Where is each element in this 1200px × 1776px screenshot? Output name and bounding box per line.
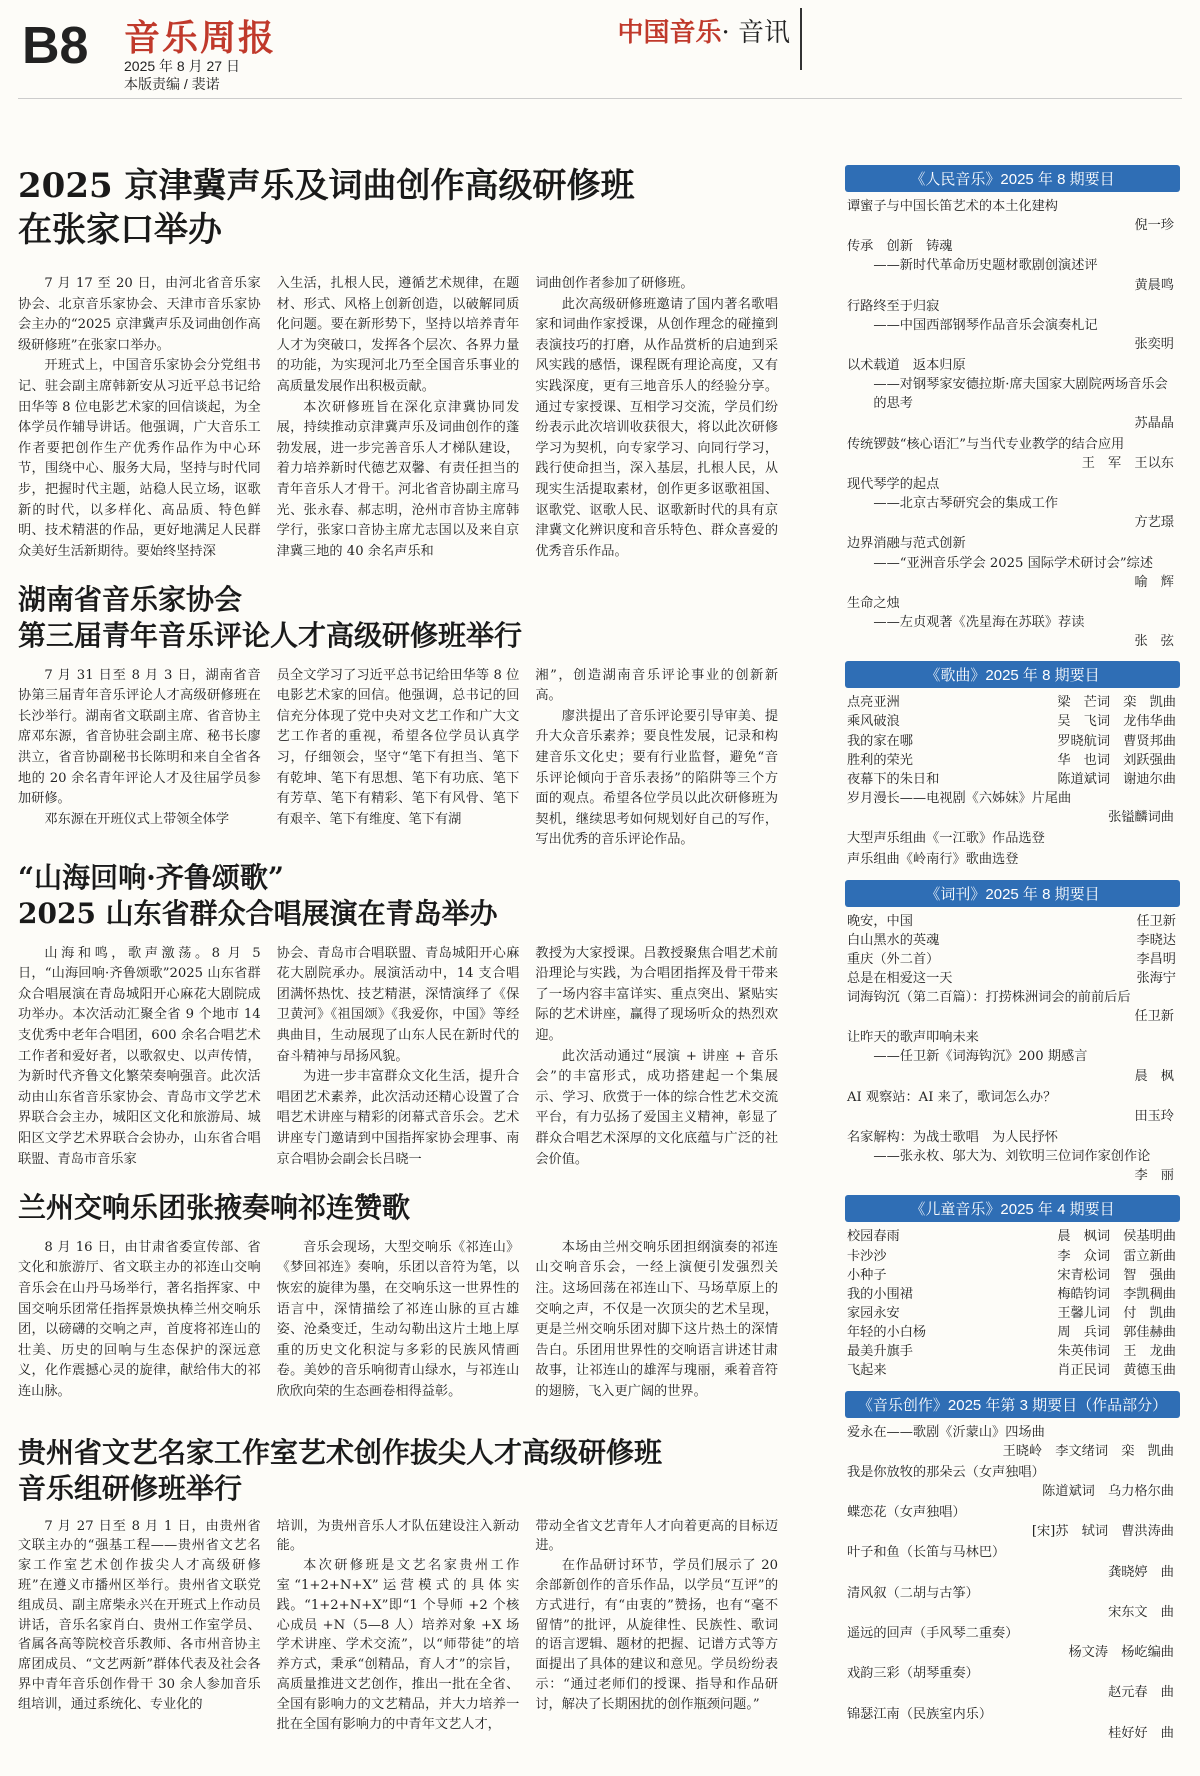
item-subtitle: ——任卫新《词海钩沉》200 期感言	[873, 1049, 1088, 1065]
contents-item	[847, 1247, 1176, 1266]
item-title: 让昨天的歌声叩响未来	[847, 1030, 979, 1046]
contents-item	[847, 1304, 1176, 1323]
article-column: 带动全省文艺青年人才向着更高的目标迈进。 在作品研讨环节，学员们展示了 20 余部新创作的音乐作品，以学员“互评”的方式进行，有“由衷的”赞扬，也有“毫不留情”的批评，从旋律性、民族性、歌词的语言逻辑、题材的把握、记谱方式等方面提出了具体的建议和意见。学员纷纷表示：“通过老师们的授课、指导和作品研讨，解决了长期困扰的创作瓶颈问题。”	[535, 1518, 779, 1712]
contents-list	[845, 1222, 1180, 1380]
contents-item	[847, 1088, 1176, 1126]
item-title: 胜利的荣光	[847, 752, 913, 768]
item-author: 李 众词 雷立新曲	[1057, 1248, 1176, 1264]
contents-item	[847, 1342, 1176, 1361]
item-title: 戏韵三彩（胡琴重奏）	[847, 1666, 979, 1682]
item-author: 李晓达	[1136, 932, 1176, 948]
contents-item	[847, 693, 1176, 712]
item-title: 蝶恋花（女声独唱）	[847, 1505, 966, 1521]
contents-item	[847, 1705, 1176, 1743]
item-author: 吴 飞词 龙伟华曲	[1057, 714, 1176, 730]
item-title: 传承 创新 铸魂	[847, 239, 953, 255]
item-subtitle: ——新时代革命历史题材歌剧创演述评	[873, 258, 1098, 274]
item-author: [宋]苏 轼词 曹洪涛曲	[1031, 1524, 1174, 1540]
article-column: 培训，为贵州音乐人才队伍建设注入新动能。 本次研修班是文艺名家贵州工作室“1+2+N+X”运营模式的具体实践。“1+2+N+X”即“1 个导师 +2 个核心成员 +N（5—8 人）培养对象 +X 场学术讲座、学术交流”，以“师带徒”的培养方式，秉承“创精品，育人才”的宗旨，高质量推进文艺创作，推出一批在全省、全国有影响力的文艺精品，并大力培养一批在全国有影响力的中青年文艺人才，	[276, 1518, 520, 1732]
contents-item	[847, 297, 1176, 354]
header-divider	[800, 8, 802, 70]
item-author: 陈道斌词 谢迪尔曲	[1057, 771, 1176, 787]
item-title: 我的小围裙	[847, 1286, 913, 1302]
item-title: 家园永安	[847, 1306, 900, 1322]
item-title: 锦瑟江南（民族室内乐）	[847, 1706, 993, 1722]
item-subtitle: ——“亚洲音乐学会 2025 国际学术研讨会”综述	[873, 555, 1154, 571]
item-author: 梅皓钧词 李凯稠曲	[1057, 1286, 1176, 1302]
section-header: 《音乐创作》2025 年第 3 期要目（作品部分）	[845, 1391, 1180, 1418]
item-title: 白山黑水的英魂	[847, 932, 940, 948]
item-title: 晚安，中国	[847, 913, 913, 929]
item-author: 杨文涛 杨屹编曲	[1068, 1645, 1174, 1661]
page-editor: 本版责编 / 裴诺	[124, 76, 220, 92]
article-column: 协会、青岛市合唱联盟、青岛城阳开心麻花大剧院承办。展演活动中，14 支合唱团满怀热忱、技艺精湛，深情演绎了《保卫黄河》《祖国颂》《我爱你，中国》等经典曲目，生动展现了山东人民在新时代的奋斗精神与昂扬风貌。 为进一步丰富群众文化生活，提升合唱团艺术素养，此次活动还精心设置了合唱艺术讲座与精彩的闭幕式音乐会。艺术讲座专门邀请到中国指挥家协会理事、南京合唱协会副会长吕晓一	[276, 945, 520, 1167]
contents-item	[847, 1664, 1176, 1702]
contents-item	[847, 950, 1176, 969]
article-headline: 兰州交响乐团张掖奏响祁连赞歌	[18, 1191, 411, 1224]
section-header: 《人民音乐》2025 年 8 期要目	[845, 165, 1180, 192]
article-headline: 贵州省文艺名家工作室艺术创作拔尖人才高级研修班 音乐组研修班举行	[18, 1436, 663, 1505]
item-author: 张奕明	[1134, 336, 1174, 352]
item-author: 陈道斌词 乌力格尔曲	[1042, 1484, 1174, 1500]
item-subtitle: ——北京古琴研究会的集成工作	[873, 496, 1059, 512]
article-column: 本场由兰州交响乐团担纲演奏的祁连山交响音乐会，一经上演便引发强烈关注。这场回荡在祁连山下、马场草原上的交响之声，不仅是一次顶尖的艺术呈现，更是兰州交响乐团对脚下这片热土的深情告白。乐团用世界性的交响语言讲述甘肃故事，让祁连山的雄浑与瑰丽，乘着音符的翅膀，飞入更广阔的世界。	[535, 1239, 779, 1399]
section-name: · 音讯	[721, 18, 790, 48]
contents-item	[847, 1266, 1176, 1285]
item-title: 名家解构：为战士歌唱 为人民抒怀	[847, 1130, 1058, 1146]
item-author: 张镒麟词曲	[1108, 810, 1174, 826]
item-author: 周 兵词 郭佳赫曲	[1057, 1325, 1176, 1341]
gequ-contents	[845, 661, 1180, 869]
article-hunan	[18, 582, 778, 851]
contents-list	[845, 192, 1180, 651]
item-author: 喻 辉	[1134, 574, 1174, 590]
item-title: 清风叙（二胡与古筝）	[847, 1585, 979, 1601]
cikan-contents	[845, 880, 1180, 1186]
header-rule	[18, 98, 1182, 99]
contents-item	[847, 1543, 1176, 1581]
item-title: 点亮亚洲	[847, 695, 900, 711]
contents-item	[847, 197, 1176, 235]
item-title: 我是你放牧的那朵云（女声独唱）	[847, 1464, 1045, 1480]
item-title: 声乐组曲《岭南行》歌曲选登	[847, 852, 1019, 868]
contents-item	[847, 1285, 1176, 1304]
section-header: 《儿童音乐》2025 年 4 期要目	[845, 1195, 1180, 1222]
contents-list	[845, 688, 1180, 869]
article-shandong	[18, 860, 778, 1170]
item-author: 晨 枫词 侯基明曲	[1057, 1229, 1176, 1245]
contents-item	[847, 988, 1176, 1026]
item-author: 肖正民词 黄德玉曲	[1057, 1363, 1176, 1379]
article-column: 7 月 27 日至 8 月 1 日，由贵州省文联主办的“强基工程——贵州省文艺名家工作室艺术创作拔尖人才高级研修班”在遵义市播州区举行。贵州省文联党组成员、副主席柴永兴在开班式上作动员讲话，音乐名家肖白、贵州工作室学员、省属各高等院校音乐教师、各市州音协主席团成员、“文艺两新”群体代表及社会各界中青年音乐创作骨干 30 余人参加音乐组培训，通过系统化、专业化的	[18, 1518, 261, 1712]
item-author: 王晓岭 李文绪词 栾 凯曲	[1002, 1443, 1174, 1459]
contents-item	[847, 1323, 1176, 1342]
item-author: 任卫新	[1136, 913, 1176, 929]
item-title: 夜幕下的朱日和	[847, 771, 940, 787]
item-title: 小种子	[847, 1267, 887, 1283]
yinyue-chuangzuo-contents	[845, 1391, 1180, 1743]
contents-item	[847, 1503, 1176, 1541]
item-title: 我的家在哪	[847, 733, 913, 749]
item-author: 宋东文 曲	[1108, 1604, 1174, 1620]
article-guizhou	[18, 1435, 778, 1734]
article-jingjinji	[18, 165, 778, 562]
item-title: 总是在相爱这一天	[847, 970, 953, 986]
article-column: 湘”，创造湖南音乐评论事业的创新新高。 廖洪提出了音乐评论要引导审美、提升大众音乐素养；要良性发展，记录和构建音乐文化史；要有行业监督，避免“音乐评论倾向于音乐表扬”的陷阱等三个方面的观点。希望各位学员以此次研修班为契机，继续思考如何规划好自己的写作，写出优秀的音乐评论作品。	[535, 667, 779, 848]
contents-item	[847, 594, 1176, 651]
item-author: 黄晨鸣	[1134, 277, 1174, 293]
item-title: 爱永在——歌剧《沂蒙山》四场曲	[847, 1424, 1045, 1440]
contents-item	[847, 1624, 1176, 1662]
item-author: 朱英伟词 王 龙曲	[1057, 1344, 1176, 1360]
article-column: 员全文学习了习近平总书记给田华等 8 位电影艺术家的回信。他强调，总书记的回信充分体现了党中央对文艺工作和广大文艺工作者的重视，希望各位学员认真学习，仔细领会，坚守“笔下有担当、笔下有乾坤、笔下有思想、笔下有功底、笔下有芳草、笔下有精彩、笔下有风骨、笔下有艰辛、笔下有维度、笔下有湖	[276, 667, 520, 827]
section-header: 《词刊》2025 年 8 期要目	[845, 880, 1180, 907]
item-title: 以术载道 返本归原	[847, 358, 966, 374]
journal-contents-sidebar	[845, 165, 1180, 1753]
article-lanzhou	[18, 1190, 778, 1403]
contents-item	[847, 829, 1176, 848]
item-author: 方艺璟	[1134, 515, 1174, 531]
ertong-yinyue-contents	[845, 1195, 1180, 1380]
contents-item	[847, 1584, 1176, 1622]
contents-item	[847, 1423, 1176, 1461]
item-title: 年轻的小白杨	[847, 1325, 927, 1341]
contents-item	[847, 751, 1176, 770]
contents-item	[847, 1028, 1176, 1085]
section-tag	[617, 12, 790, 49]
item-author: 梁 芒词 栾 凯曲	[1057, 695, 1176, 711]
article-column: 教授为大家授课。吕教授聚焦合唱艺术前沿理论与实践，为合唱团指挥及骨干带来了一场内容丰富详实、重点突出、紧贴实际的艺术讲座，赢得了现场听众的热烈欢迎。 此次活动通过“展演 + 讲座 + 音乐会”的丰富形式，成功搭建起一个集展示、学习、欣赏于一体的综合性艺术交流平台，有力弘扬了爱国主义精神，彰显了群众合唱艺术深厚的文化底蕴与广泛的社会价值。	[535, 945, 779, 1167]
item-title: 遥远的回声（手风琴二重奏）	[847, 1626, 1019, 1641]
article-body	[18, 666, 778, 851]
item-subtitle: ——对钢琴家安德拉斯·席夫国家大剧院两场音乐会的思考	[873, 377, 1168, 412]
contents-item	[847, 770, 1176, 789]
contents-item	[847, 1463, 1176, 1501]
article-column: 词曲创作者参加了研修班。 此次高级研修班邀请了国内著名歌唱家和词曲作家授课，从创作理念的碰撞到表演技巧的打磨，从作品赏析的启迪到采风实践的感悟，课程既有理论高度，又有实践深度，更有三地音乐人的经验分享。通过专家授课、互相学习交流，学员们纷纷表示此次培训收获很大，将以此次研修学习为契机，向专家学习、向同行学习，践行使命担当，深入基层，扎根人民，从现实生活提取素材，创作更多讴歌祖国、讴歌党、讴歌人民、讴歌新时代的具有京津冀文化辨识度和音乐特色、群众喜爱的优秀音乐作品。	[535, 276, 779, 559]
item-title: 飞起来	[847, 1363, 887, 1379]
item-subtitle: ——左贞观著《冼星海在苏联》荐读	[873, 614, 1085, 630]
item-author: 任卫新	[1134, 1009, 1174, 1025]
contents-item	[847, 1361, 1176, 1380]
contents-list	[845, 1418, 1180, 1743]
item-title: 生命之烛	[847, 595, 900, 611]
item-title: 大型声乐组曲《一江歌》作品选登	[847, 831, 1045, 847]
article-column: 音乐会现场，大型交响乐《祁连山》《梦回祁连》奏响，乐团以音符为笔，以恢宏的旋律为墨，在交响乐这一世界性的语言中，深情描绘了祁连山脉的亘古雄姿、沧桑变迁，生动勾勒出这片土地上厚重的历史文化积淀与多彩的民族风情画卷。美妙的音乐响彻青山绿水，与祁连山欣欣向荣的生态画卷相得益彰。	[276, 1239, 520, 1399]
article-headline: 2025 京津冀声乐及词曲创作高级研修班 在张家口举办	[18, 166, 635, 250]
item-subtitle: ——中国西部钢琴作品音乐会演奏札记	[873, 317, 1098, 333]
item-title: 卡沙沙	[847, 1248, 887, 1264]
item-author: 张 弦	[1134, 634, 1174, 650]
item-subtitle: ——张永枚、邬大为、刘钦明三位词作家创作论	[873, 1149, 1151, 1165]
item-title: 现代琴学的起点	[847, 476, 940, 492]
article-column: 7 月 31 日至 8 月 3 日，湖南省音协第三届青年音乐评论人才高级研修班在长沙举行。湖南省文联副主席、省音协主席邓东源，省音协驻会副主席、秘书长廖洪立，省音协副秘书长陈明和来自全省各地的 20 余名青年评论人才及往届学员参加研修。 邓东源在开班仪式上带领全体学	[18, 667, 261, 827]
contents-item	[847, 850, 1176, 869]
contents-item	[847, 356, 1176, 433]
item-title: 传统锣鼓“核心语汇”与当代专业教学的结合应用	[847, 436, 1125, 452]
article-body	[18, 1238, 778, 1403]
page-number: B8	[22, 17, 89, 75]
renmin-yinyue-contents	[845, 165, 1180, 651]
section-brand: 中国音乐	[617, 18, 722, 48]
contents-item	[847, 1128, 1176, 1185]
contents-item	[847, 912, 1176, 931]
item-author: 王 军 王以东	[1081, 455, 1174, 471]
item-author: 李 丽	[1134, 1168, 1174, 1184]
item-author: 倪一珍	[1134, 218, 1174, 234]
article-column: 8 月 16 日，由甘肃省委宣传部、省文化和旅游厅、省文联主办的祁连山交响音乐会在山丹马场举行，著名指挥家、中国交响乐团常任指挥景焕执棒兰州交响乐团，以磅礴的交响之声，首度将祁连山的壮美、历史的回响与生态保护的深远意义，化作震撼心灵的旋律，献给伟大的祁连山脉。	[18, 1239, 261, 1399]
item-title: 最美升旗手	[847, 1344, 913, 1360]
item-title: AI 观察站：AI 来了，歌词怎么办？	[847, 1089, 1057, 1105]
contents-item	[847, 712, 1176, 731]
item-title: 词海钩沉（第二百篇）：打捞株洲词会的前前后后	[847, 990, 1131, 1006]
item-title: 重庆（外二首）	[847, 951, 940, 967]
contents-item	[847, 475, 1176, 532]
item-author: 田玉玲	[1134, 1108, 1174, 1124]
article-headline: “山海回响·齐鲁颂歌” 2025 山东省群众合唱展演在青岛举办	[18, 861, 498, 930]
article-column: 山海和鸣，歌声激荡。8 月 5 日，“山海回响·齐鲁颂歌”2025 山东省群众合唱展演在青岛城阳开心麻花大剧院成功举办。本次活动汇聚全省 9 个地市 14 支优秀中老年合唱团，600 余名合唱艺术工作者和爱好者，以歌叙史、以声传情，为新时代齐鲁文化繁荣奏响强音。此次活动由山东省音乐家协会、青岛市文学艺术界联合会主办，城阳区文化和旅游局、城阳区文学艺术界联合会协办，山东省合唱联盟、青岛市音乐家	[18, 945, 261, 1167]
publication-date: 2025 年 8 月 27 日	[124, 58, 240, 74]
section-header: 《歌曲》2025 年 8 期要目	[845, 661, 1180, 688]
item-author: 罗晓航词 曹贤邦曲	[1057, 733, 1176, 749]
contents-list	[845, 907, 1180, 1186]
contents-item	[847, 789, 1176, 827]
item-title: 谭蜜子与中国长笛艺术的本土化建构	[847, 199, 1058, 214]
item-author: 华 也词 刘跃强曲	[1057, 752, 1176, 768]
article-body	[18, 274, 778, 562]
contents-item	[847, 1227, 1176, 1246]
article-column: 7 月 17 至 20 日，由河北省音乐家协会、北京音乐家协会、天津市音乐家协会主办的“2025 京津冀声乐及词曲创作高级研修班”在张家口举办。 开班式上，中国音乐家协会分党组书记、驻会副主席韩新安从习近平总书记给田华等 8 位电影艺术家的回信谈起，为全体学员作辅导讲话。他强调，广大音乐工作者要把创作生产优秀作品作为中心环节，围绕中心、服务大局，坚持与时代同步，把握时代主题，站稳人民立场，讴歌新的时代，以多样化、高品质、特色鲜明、技术精湛的作品，更好地满足人民群众美好生活新期待。要始终坚持深	[18, 276, 261, 559]
item-author: 李昌明	[1136, 951, 1176, 967]
item-author: 赵元春 曲	[1108, 1685, 1174, 1701]
paper-title-logo: 音乐周报	[124, 17, 277, 59]
article-body	[18, 1517, 778, 1735]
item-author: 王馨儿词 付 凯曲	[1057, 1306, 1176, 1322]
item-title: 校园春雨	[847, 1229, 900, 1245]
contents-item	[847, 732, 1176, 751]
contents-item	[847, 931, 1176, 950]
item-title: 叶子和鱼（长笛与马林巴）	[847, 1545, 1006, 1561]
contents-item	[847, 435, 1176, 473]
item-author: 张海宁	[1136, 970, 1176, 986]
item-author: 晨 枫	[1134, 1068, 1174, 1084]
article-headline: 湖南省音乐家协会 第三届青年音乐评论人才高级研修班举行	[18, 583, 523, 652]
item-author: 桂好好 曲	[1108, 1725, 1174, 1741]
item-author: 宋青松词 智 强曲	[1057, 1267, 1176, 1283]
contents-item	[847, 534, 1176, 591]
article-column: 入生活，扎根人民，遵循艺术规律，在题材、形式、风格上创新创造，以破解同质化问题。要在新形势下，坚持以培养青年人才为突破口，发挥各个层次、各界力量的功能，为实现河北乃至全国音乐事业的高质量发展作出积极贡献。 本次研修班旨在深化京津冀协同发展，持续推动京津冀声乐及词曲创作的蓬勃发展，进一步完善音乐人才梯队建设，着力培养新时代德艺双馨、有责任担当的青年音乐人才骨干。河北省音协副主席马光、张永春、郝志明，沧州市音协主席韩学行，张家口音协主席尤志国以及来自京津冀三地的 40 余名声乐和	[276, 276, 520, 559]
contents-item	[847, 969, 1176, 988]
item-title: 边界消融与范式创新	[847, 536, 966, 552]
item-author: 龚晓婷 曲	[1108, 1564, 1174, 1580]
item-title: 岁月漫长——电视剧《六姊妹》片尾曲	[847, 790, 1072, 806]
item-author: 苏晶晶	[1134, 415, 1174, 431]
item-title: 乘风破浪	[847, 714, 900, 730]
item-title: 行路终至于归寂	[847, 298, 940, 314]
contents-item	[847, 237, 1176, 294]
article-body	[18, 944, 778, 1171]
